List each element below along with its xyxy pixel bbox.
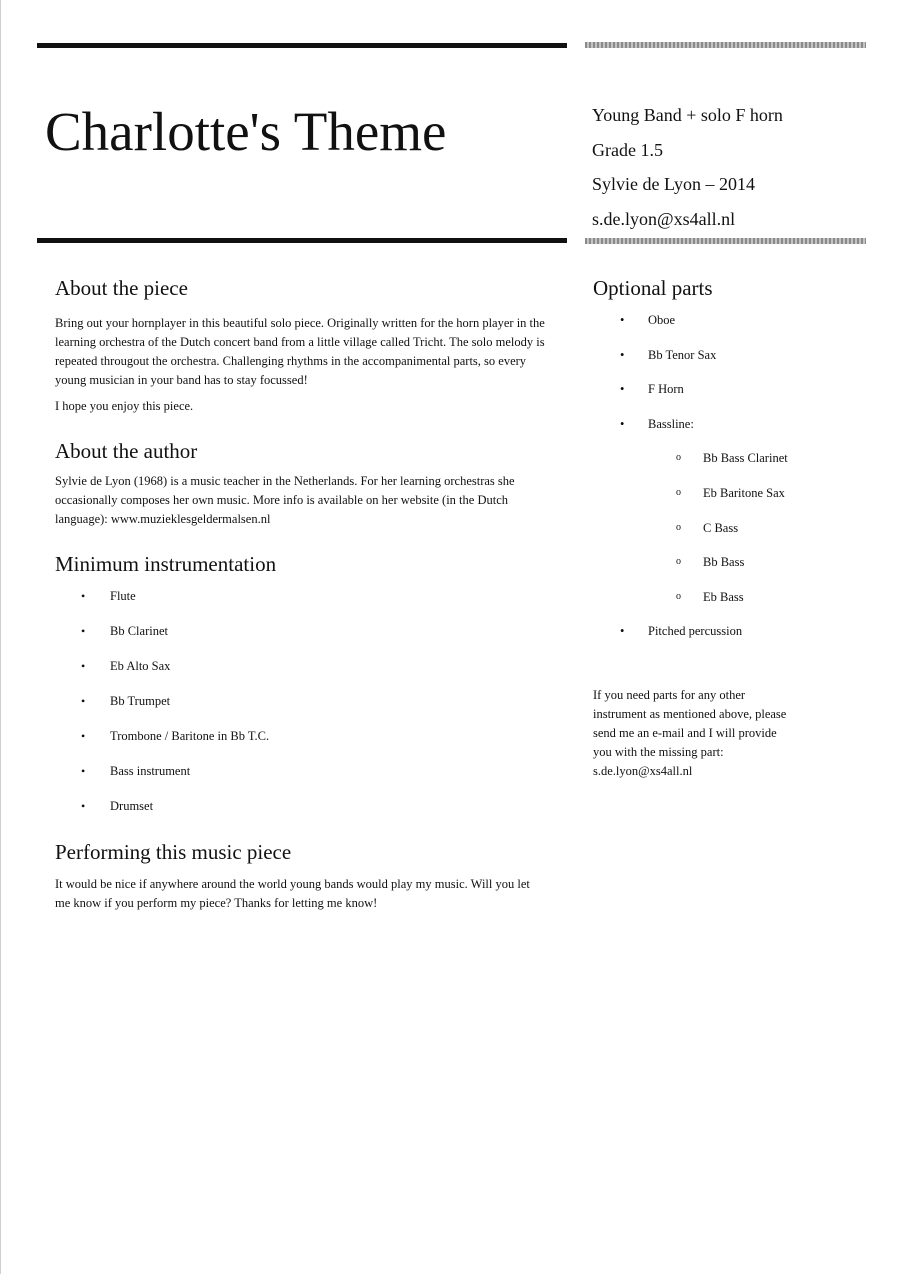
- list-item: [55, 587, 555, 622]
- sub-list-item: [593, 449, 883, 484]
- list-item: [593, 311, 883, 346]
- list-item-label: Eb Bass: [703, 589, 744, 604]
- list-item: [593, 622, 883, 657]
- note-email: s.de.lyon@xs4all.nl: [593, 763, 693, 778]
- list-item-label: Bb Tenor Sax: [648, 347, 717, 362]
- about-author-paragraph: Sylvie de Lyon (1968) is a music teacher in the Netherlands. For her learning orchestras she occasionally composes her own music. More info is available on her website (in the Dutch language): www.muzieklesgeldermalsen.nl: [55, 474, 515, 526]
- performing-section: [55, 838, 555, 913]
- bullet-icon: •: [81, 764, 86, 778]
- minimum-instrumentation-heading: Minimum instrumentation: [55, 552, 277, 576]
- list-item-label: C Bass: [703, 520, 739, 535]
- meta-block: [592, 98, 882, 236]
- bullet-icon: •: [81, 589, 86, 603]
- list-item-label: F Horn: [648, 382, 684, 397]
- list-item: [593, 346, 883, 381]
- bullet-icon: •: [620, 382, 625, 397]
- performing-paragraph: It would be nice if anywhere around the world young bands would play my music. Will you let me know if you perform my piece? Thanks for letting me know!: [55, 877, 530, 910]
- minimum-instrumentation-section: [55, 550, 555, 832]
- list-item: [55, 622, 555, 657]
- list-item-label: Trombone / Baritone in Bb T.C.: [110, 729, 270, 743]
- list-item-label: Pitched percussion: [648, 624, 743, 639]
- top-left-rule: [37, 43, 567, 48]
- note-line: If you need parts for any other: [593, 687, 746, 702]
- list-item: [55, 762, 555, 797]
- about-piece-paragraph: Bring out your hornplayer in this beautiful solo piece. Originally written for the horn player in the learning orchestra of the Dutch concert band from a little village called Tricht. The solo melody is repeated througout the orchestra. Challenging rhythms in the accompanimental parts, so every young musician in your band has to stay focussed!: [55, 316, 545, 387]
- optional-parts-list: [593, 311, 883, 657]
- minimum-instrumentation-list: [55, 587, 555, 832]
- bullet-icon: •: [620, 624, 625, 639]
- sub-list-item: [593, 484, 883, 519]
- list-item-label: Bass instrument: [110, 764, 191, 778]
- list-item-label: Bassline:: [648, 416, 694, 431]
- about-author-section: [55, 437, 555, 529]
- list-item-label: Bb Trumpet: [110, 694, 171, 708]
- top-right-rule: [585, 42, 866, 48]
- list-item-label: Flute: [110, 589, 136, 603]
- list-item-label: Oboe: [648, 313, 676, 327]
- circle-bullet-icon: o: [676, 590, 681, 602]
- list-item-label: Bb Bass: [703, 555, 745, 570]
- bullet-icon: •: [81, 624, 86, 638]
- grade-text: Grade 1.5: [592, 139, 663, 160]
- optional-parts-note: [593, 686, 883, 781]
- bullet-icon: •: [620, 416, 625, 431]
- note-line: instrument as mentioned above, please: [593, 706, 787, 721]
- about-piece-section: [55, 274, 555, 416]
- list-item: [55, 692, 555, 727]
- list-item: [55, 727, 555, 762]
- about-author-heading: About the author: [55, 439, 198, 463]
- note-line: you with the missing part:: [593, 744, 724, 759]
- performing-heading: Performing this music piece: [55, 840, 292, 864]
- note-line: send me an e-mail and I will provide: [593, 725, 777, 740]
- list-item-label: Eb Alto Sax: [110, 659, 171, 673]
- right-column: [593, 274, 883, 781]
- circle-bullet-icon: o: [676, 452, 681, 464]
- list-item-label: Bb Clarinet: [110, 624, 168, 638]
- circle-bullet-icon: o: [676, 521, 681, 533]
- bullet-icon: •: [81, 659, 86, 673]
- list-item: [593, 380, 883, 415]
- list-item: [593, 415, 883, 450]
- bullet-icon: •: [81, 799, 86, 813]
- header-bottom-right-rule: [585, 238, 866, 244]
- page-title: Charlotte's Theme: [45, 101, 447, 162]
- optional-parts-heading: Optional parts: [593, 276, 713, 300]
- list-item: [55, 797, 555, 832]
- email-text: s.de.lyon@xs4all.nl: [592, 208, 736, 229]
- list-item-label: Eb Baritone Sax: [703, 485, 785, 500]
- bullet-icon: •: [81, 729, 86, 743]
- bullet-icon: •: [81, 694, 86, 708]
- list-item: [55, 657, 555, 692]
- left-column: [55, 274, 555, 913]
- list-item-label: Drumset: [110, 799, 154, 813]
- author-year-text: Sylvie de Lyon – 2014: [592, 174, 755, 194]
- ensemble-text: Young Band + solo F horn: [592, 105, 783, 125]
- sub-list-item: [593, 553, 883, 588]
- bullet-icon: •: [620, 347, 625, 362]
- bullet-icon: •: [620, 313, 625, 327]
- sub-list-item: [593, 588, 883, 623]
- sub-list-item: [593, 519, 883, 554]
- circle-bullet-icon: o: [676, 486, 681, 498]
- circle-bullet-icon: o: [676, 556, 681, 568]
- about-piece-closing: I hope you enjoy this piece.: [55, 399, 194, 413]
- header-bottom-left-rule: [37, 238, 567, 243]
- list-item-label: Bb Bass Clarinet: [703, 451, 788, 466]
- about-piece-heading: About the piece: [55, 276, 188, 300]
